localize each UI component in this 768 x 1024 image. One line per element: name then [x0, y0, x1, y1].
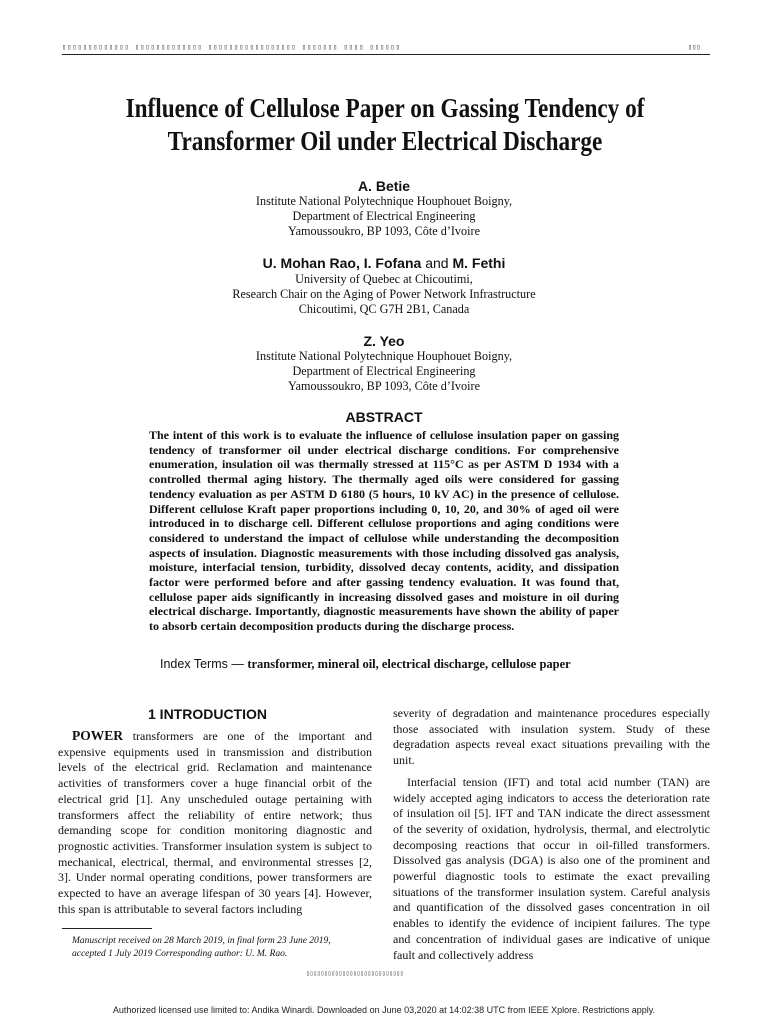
affiliation-line: Yamoussoukro, BP 1093, Côte d’Ivoire	[288, 379, 480, 393]
affiliation-line: Department of Electrical Engineering	[292, 364, 476, 378]
affiliation-line: Yamoussoukro, BP 1093, Côte d’Ivoire	[288, 224, 480, 238]
author-affiliation	[0, 272, 768, 317]
lead-word: POWER	[72, 728, 124, 743]
title-line-1: Influence of Cellulose Paper on Gassing Tendency of	[125, 93, 645, 123]
author-name: Z. Yeo	[363, 333, 405, 349]
affiliation-line: Research Chair on the Aging of Power Network Infrastructure	[232, 287, 536, 301]
body-paragraph: Interfacial tension (IFT) and total acid number (TAN) are widely accepted aging indicators to access the deterioration rate of insulation oil [5]. IFT and TAN indicate the direct assessment of the severity of oxidation, hydrolysis, thermal, and electrolytic decomposing reactions that occur in oil-filled transformers. Dissolved gas analysis (DGA) is also one of the prominent and powerful diagnostic tools to estimate the exact prevailing situations of the transformer insulation system. Careful analysis and quantification of the dissolved gases concentration in oil enables to identify the evidence of incipient failures. The type and concentration of individual gases are indicative of unique fault and collectively address	[393, 774, 710, 962]
affiliation-line: Chicoutimi, QC G7H 2B1, Canada	[298, 302, 470, 316]
footer-text: ▯▯▯▯▯▯▯▯▯▯▯▯▯▯▯▯▯▯▯▯▯▯▯▯▯▯▯	[306, 970, 404, 977]
right-column	[393, 706, 710, 963]
footnote-line: accepted 1 July 2019 Corresponding author: U. M. Rao.	[72, 949, 288, 959]
title-line-2: Transformer Oil under Electrical Discharge	[167, 126, 603, 156]
affiliation-line: Institute National Polytechnique Houphouet Boigny,	[255, 349, 513, 363]
index-terms	[160, 657, 620, 672]
affiliation-line: Institute National Polytechnique Houphouet Boigny,	[255, 194, 513, 208]
section-heading: 1 INTRODUCTION	[148, 706, 267, 722]
footnote-line: Manuscript received on 28 March 2019, in final form 23 June 2019,	[72, 936, 331, 946]
author-affiliation	[0, 194, 768, 239]
index-terms-value: transformer, mineral oil, electrical discharge, cellulose paper	[247, 657, 571, 671]
author-and: and	[425, 255, 449, 271]
author-name: M. Fethi	[452, 255, 506, 271]
abstract-text: The intent of this work is to evaluate the influence of cellulose insulation paper on gassing tendency of transformer oil under electrical discharge conditions. For comprehensive enumeration, insulation oil was thermally stressed at 115°C as per ASTM D 1934 with a controlled thermal aging history. The thermally aged oils were considered for gassing tendency evaluation as per ASTM D 6180 (5 hours, 10 kV AC) in the presence of cellulose. Different cellulose Kraft paper proportions including 0, 10, 20, and 30% of aged oil were introduced in to discharge cell. Different cellulose proportions and aging conditions were considered to understand the impact of cellulose while understanding the decomposition aspects of insulation. Diagnostic measurements with those including dissolved gas analysis, moisture, interfacial tension, turbidity, dissolved decay contents, acidity, and dissipation factor were performed before and after gassing tendency evaluation. It was found that, cellulose paper aids significantly in increasing dissolved gases and moisture in oil during electrical discharge. Importantly, diagnostic measurements have shown the ability of paper to absorb certain decomposition products during the discharge process.	[149, 428, 619, 634]
license-notice: Authorized licensed use limited to: Andika Winardi. Downloaded on June 03,2020 at 14:02:38 UTC from IEEE Xplore. Restrictions apply.	[112, 1005, 656, 1015]
author-affiliation	[0, 349, 768, 394]
paper-title	[106, 92, 665, 158]
body-paragraph: severity of degradation and maintenance procedures especially those associated with insulation system. Study of these degradation aspects reveal exact situations prevailing with the unit.	[393, 706, 710, 768]
footnote-rule	[62, 928, 152, 929]
index-terms-label: Index Terms —	[160, 657, 248, 671]
abstract-heading: ABSTRACT	[345, 409, 423, 425]
footnote	[72, 935, 372, 961]
author-name: A. Betie	[357, 178, 411, 194]
affiliation-line: University of Quebec at Chicoutimi,	[295, 272, 473, 286]
author-names	[0, 255, 768, 271]
author-name: U. Mohan Rao, I. Fofana	[262, 255, 422, 271]
affiliation-line: Department of Electrical Engineering	[292, 209, 476, 223]
paragraph-text: transformers are one of the important and expensive equipments used in transmission and distribution levels of the electrical grid. Reclamation and maintenance activities of transformers cover a huge financial orbit of the electrical grid [1]. Any unscheduled outage pertaining with transformers affect the reliability of entire network; thus demanding scope for condition monitoring diagnostic and prognostic activities. Transformer insulation system is subject to mechanical, electrical, thermal, and environmental stresses [2, 3]. Under normal operating conditions, power transformers are expected to have an average lifespan of 30 years [4]. However, this span is attributable to several factors including	[58, 729, 372, 916]
header-rule	[62, 54, 710, 55]
page-number: ▯▯▯	[688, 43, 701, 51]
body-paragraph	[58, 728, 372, 917]
left-column	[58, 728, 372, 917]
running-header: ▯▯▯▯▯▯▯▯▯▯▯▯▯ ▯▯▯▯▯▯▯▯▯▯▯▯▯ ▯▯▯▯▯▯▯▯▯▯▯▯▯▯▯▯▯ ▯▯▯▯▯▯▯ ▯▯▯▯ ▯▯▯▯▯▯	[62, 43, 401, 51]
